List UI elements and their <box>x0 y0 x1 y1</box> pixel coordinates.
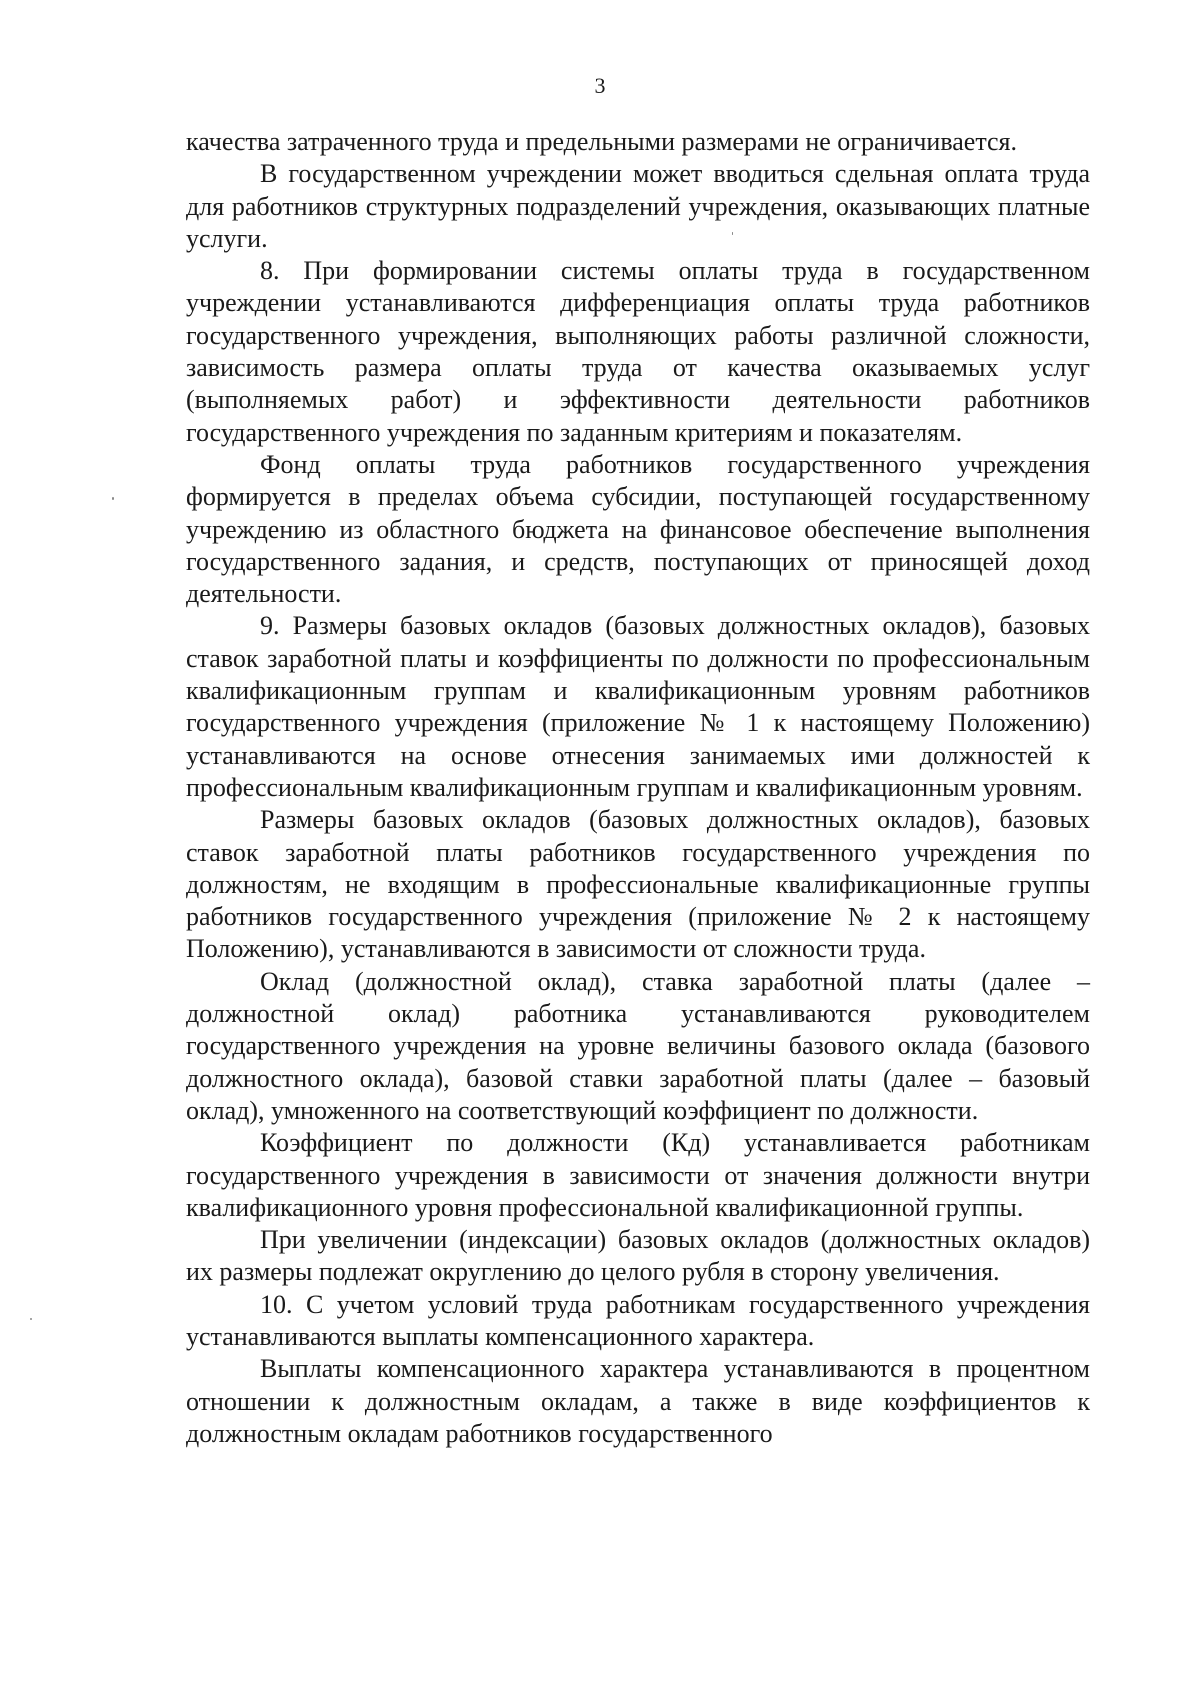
paragraph-continuation: качества затраченного труда и предельными размерами не ограничивается. <box>186 127 1018 156</box>
scan-artifact <box>112 497 114 500</box>
paragraph: При увеличении (индексации) базовых окладов (должностных окладов) их размеры подлежат округлению до целого рубля в сторону увеличения. <box>186 1225 1090 1287</box>
paragraph: Оклад (должностной оклад), ставка заработной платы (далее – должностной оклад) работника устанавливаются руководителем государственного учреждения на уровне величины базового оклада (базового должностного оклада), базовой ставки заработной платы (далее – базовый оклад), умноженного на соответствующий коэффициент по должности. <box>186 966 1090 1125</box>
paragraph: Коэффициент по должности (Кд) устанавливается работникам государственного учреждения в зависимости от значения должности внутри квалификационного уровня профессиональной квалификационной группы. <box>186 1128 1090 1222</box>
paragraph-clause-9: 9. Размеры базовых окладов (базовых должностных окладов), базовых ставок заработной платы и коэффициенты по должности по профессиональным квалификационным группам и квалификационным уровням работников государственного учреждения (приложение № 1 к настоящему Положению) устанавливаются на основе отнесения занимаемых ими должностей к профессиональным квалификационным группам и квалификационным уровням. <box>186 611 1090 802</box>
paragraph: Фонд оплаты труда работников государственного учреждения формируется в пределах объема субсидии, поступающей государственному учреждению из областного бюджета на финансовое обеспечение выполнения государственного задания, и средств, поступающих от приносящей доход деятельности. <box>186 449 1090 609</box>
paragraph: В государственном учреждении может вводиться сдельная оплата труда для работников структурных подразделений учреждения, оказывающих платные услуги. <box>186 159 1090 253</box>
paragraph: Выплаты компенсационного характера устанавливаются в процентном отношении к должностным окладам, а также в виде коэффициентов к должностным окладам работников государственного <box>186 1354 1090 1448</box>
scan-artifact <box>732 232 733 235</box>
paragraph: Размеры базовых окладов (базовых должностных окладов), базовых ставок заработной платы работников государственного учреждения по должностям, не входящим в профессиональные квалификационные группы работников государственного учреждения (приложение № 2 к настоящему Положению), устанавливаются в зависимости от сложности труда. <box>186 805 1090 964</box>
page-number: 3 <box>594 73 606 98</box>
document-body <box>186 126 1090 1450</box>
paragraph-clause-8: 8. При формировании системы оплаты труда в государственном учреждении устанавливаются дифференциация оплаты труда работников государственного учреждения, выполняющих работы различной сложности, зависимость размера оплаты труда от качества оказываемых услуг (выполняемых работ) и эффективности деятельности работников государственного учреждения по заданным критериям и показателям. <box>186 256 1090 447</box>
paragraph-clause-10: 10. С учетом условий труда работникам государственного учреждения устанавливаются выплаты компенсационного характера. <box>186 1289 1090 1351</box>
scan-artifact <box>30 1318 32 1320</box>
